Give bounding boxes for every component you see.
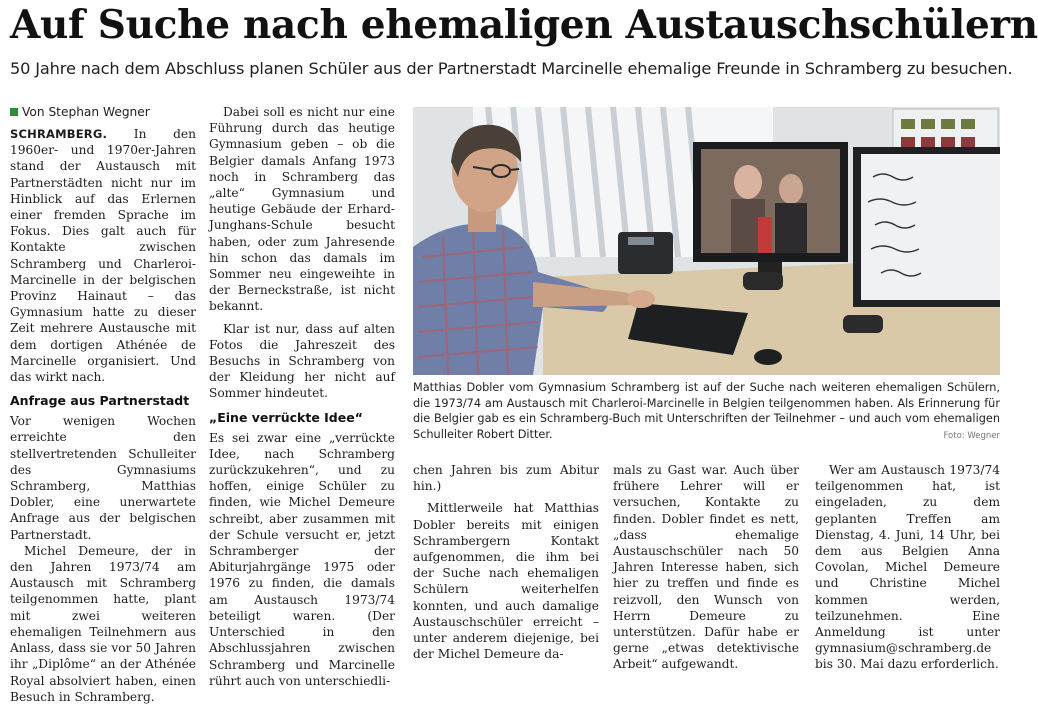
photo-scene [413, 107, 1000, 375]
column-2 [209, 104, 395, 689]
paragraph: Es sei zwar eine „verrückte Idee, nach Schramberg zurückzukehren“, und zu hoffen, einige Schüler zu finden, wie Michel Demeure schreibt, aber zusammen mit der Schule versucht er, jetzt Schramberger der Abiturjahrgänge 1975 oder 1976 zu finden, die damals am Austausch 1973/74 beteiligt waren. (Der Unterschied in den Abschlussjahren zwischen Schramberg und Marcinelle rührt auch von unterschiedli- [209, 430, 395, 688]
column-3 [413, 462, 599, 662]
paragraph: Vor wenigen Wochen erreichte den stellvertretenden Schulleiter des Gymnasiums Schramberg, Matthias Dobler, eine unerwartete Anfrage aus der belgischen Partnerstadt. [10, 414, 196, 542]
section-heading-anfrage: Anfrage aus Partnerstadt [10, 393, 190, 409]
headline: Auf Suche nach ehemaligen Austauschschülern [10, 2, 1038, 48]
byline [10, 104, 196, 120]
subheadline: 50 Jahre nach dem Abschluss planen Schüler aus der Partnerstadt Marcinelle ehemalige Freunde in Schramberg zu besuchen. [10, 59, 1013, 78]
article-photo [413, 107, 1000, 375]
paragraph: Wer am Austausch 1973/74 teilgenommen hat, ist eingeladen, zu dem geplanten Treffen am Dienstag, 4. Juni, 14 Uhr, bei dem aus Belgien Anna Covolan, Michel Demeure und Christine Michel kommen werden, teilzunehmen. Eine Anmeldung ist unter gymnasium@schramberg.de bis 30. Mai dazu erforderlich. [815, 463, 1000, 672]
paragraph: chen Jahren bis zum Abitur hin.) [413, 463, 599, 494]
intro-text: In den 1960er- und 1970er-Jahren stand der Austausch mit Partnerstädten nicht nur im Hinblick auf das Erlernen einer fremden Sprache im Fokus. Dies galt auch für Kontakte zwischen Schramberg und Charleroi-Marcinelle in der belgischen Provinz Hainaut – das Gymnasium hatte zu dieser Zeit mehrere Austausche mit dem dortigen Athénée de Marcinelle organisiert. Und das wirkt nach. [10, 127, 196, 385]
paragraph: Dabei soll es nicht nur eine Führung durch das heutige Gymnasium geben – ob die Belgier damals Anfang 1973 noch in Schramberg das „alte“ Gymnasium und heutige Gebäude der Erhard-Junghans-Schule besucht haben, oder zum Jahresende hin schon das damals im Sommer neu eingeweihte in der Berneckstraße, ist nicht bekannt. [209, 105, 395, 314]
column-4 [613, 462, 799, 673]
byline-text: Von Stephan Wegner [22, 105, 150, 119]
photo-credit: Foto: Wegner [943, 430, 1000, 441]
photo-caption [413, 380, 1000, 444]
column-5 [815, 462, 1000, 673]
dateline: SCHRAMBERG. [10, 127, 108, 141]
byline-marker-icon [10, 108, 18, 116]
caption-text: Matthias Dobler vom Gymnasium Schramberg ist auf der Suche nach weiteren ehemaligen Schülern, die 1973/74 am Austausch mit Charleroi-Marcinelle in Belgien teilgenommen haben. Als Erinnerung für die Belgier gab es ein Schramberg-Buch mit Unterschriften der Teilnehmer – und auch vom ehemaligen Schulleiter Robert Ditter. [413, 381, 1000, 441]
paragraph: mals zu Gast war. Auch über frühere Lehrer will er versuchen, Kontakte zu finden. Dobler findet es nett, „dass ehemalige Austauschschüler nach 50 Jahren Interesse haben, sich hier zu treffen und finde es reizvoll, den Wunsch von Herrn Demeure zu unterstützen. Dafür habe er gerne „etwas detektivische Arbeit“ aufgewandt. [613, 463, 799, 672]
paragraph: Klar ist nur, dass auf alten Fotos die Jahreszeit des Besuchs in Schramberg von der Kleidung her nicht auf Sommer hindeutet. [209, 321, 395, 401]
section-heading-idee: „Eine verrückte Idee“ [209, 409, 363, 425]
paragraph: Michel Demeure, der in den Jahren 1973/74 am Austausch mit Schramberg teilgenommen hatte, plant mit zwei weiteren ehemaligen Teilnehmern aus Anlass, dass sie vor 50 Jahren ihr „Diplôme“ an der Athénée Royal absolviert haben, einen Besuch in Schramberg. [10, 543, 196, 704]
paragraph: Mittlerweile hat Matthias Dobler bereits mit einigen Schrambergern Kontakt aufgenommen, die ihm bei der Suche nach ehemaligen Schülern weiterhelfen konnten, und auch damalige Austauschschüler erreicht – unter anderem diejenige, bei der Michel Demeure da- [413, 501, 599, 662]
paragraph-intro [10, 126, 196, 385]
column-1 [10, 104, 196, 705]
